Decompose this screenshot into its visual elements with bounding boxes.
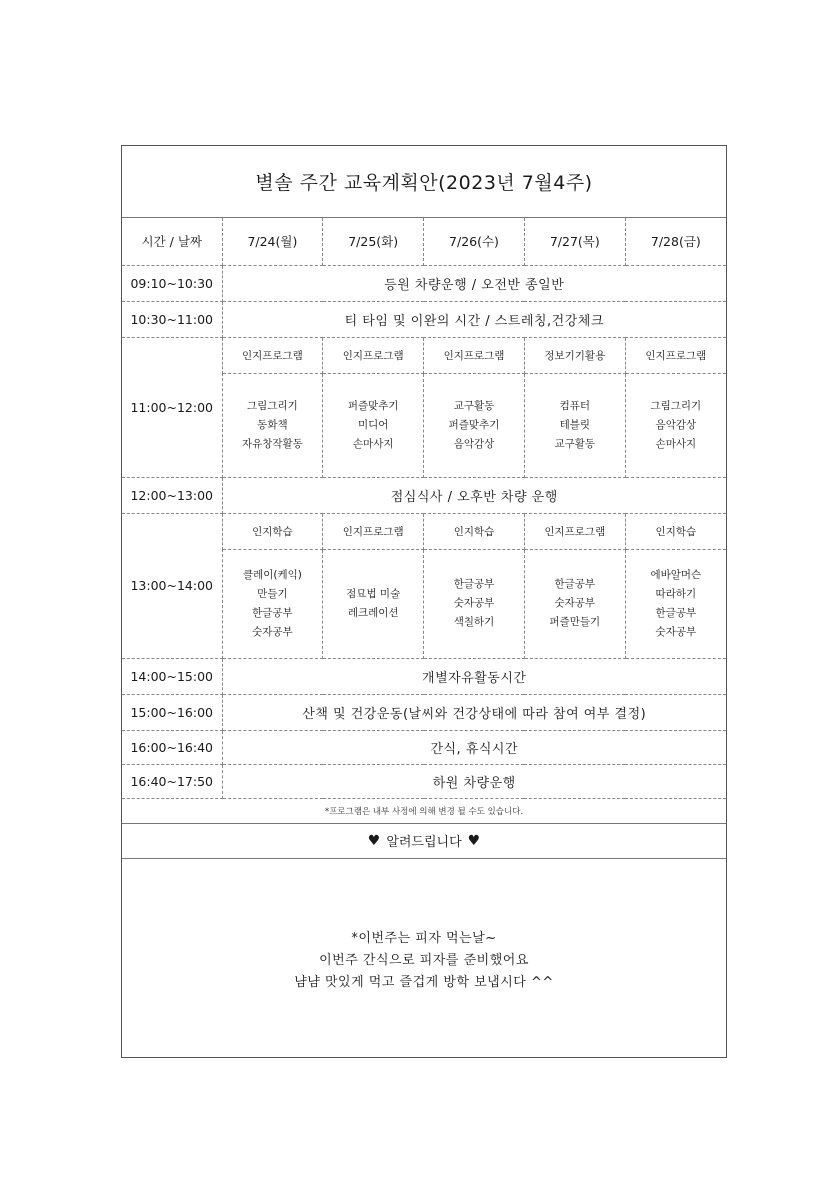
announcement-message [122, 928, 726, 994]
activity-item: 레크레이션 [347, 606, 399, 619]
category-cell: 인지학습 [625, 513, 726, 549]
heart-icon: ♥ [367, 832, 381, 849]
heart-icon: ♥ [467, 832, 481, 849]
activity-item: 그림그리기 [247, 399, 298, 412]
day-header: 7/24(월) [222, 218, 323, 265]
time-cell: 12:00~13:00 [122, 477, 222, 513]
category-cell: 인지학습 [222, 513, 323, 549]
activity-item: 음악감상 [453, 437, 495, 450]
activity-item: 그림그리기 [650, 399, 702, 412]
activity-list [625, 549, 726, 658]
activity-list [424, 549, 525, 658]
activity-list [323, 373, 424, 477]
time-cell: 10:30~11:00 [122, 301, 222, 337]
table-row [122, 301, 726, 337]
activity-item: 퍼즐맞추기 [347, 399, 399, 412]
time-cell: 14:00~15:00 [122, 658, 222, 694]
activity-list [222, 373, 323, 477]
message-line: *이번주는 피자 먹는날~ [351, 931, 497, 946]
activity-list [524, 549, 625, 658]
activity-item: 동화책 [257, 418, 288, 431]
activity-list [524, 373, 625, 477]
activity-item: 만들기 [257, 587, 288, 600]
category-cell: 인지프로그램 [424, 337, 525, 373]
activity-item: 음악감상 [655, 418, 697, 431]
activity-cell: 간식, 휴식시간 [222, 730, 726, 764]
activity-item: 색칠하기 [453, 616, 495, 628]
activity-item: 클레이(케익) [242, 568, 302, 581]
category-cell: 인지학습 [424, 513, 525, 549]
time-cell: 16:00~16:40 [122, 730, 222, 764]
category-cell: 인지프로그램 [524, 513, 625, 549]
table-row [122, 730, 726, 764]
announcement-heading [122, 824, 726, 859]
activity-item: 숫자공부 [554, 597, 596, 609]
schedule-table [122, 218, 726, 799]
activity-item: 컴퓨터 [559, 399, 590, 412]
activity-item: 테블릿 [559, 418, 590, 431]
table-row [122, 477, 726, 513]
time-cell: 16:40~17:50 [122, 764, 222, 798]
message-line: 이번주 간식으로 피자를 준비했어요 [319, 953, 529, 968]
time-cell: 09:10~10:30 [122, 265, 222, 301]
activity-item: 한글공부 [252, 606, 293, 619]
activity-list [222, 549, 323, 658]
activity-item: 퍼즐맞추기 [448, 418, 500, 431]
day-header: 7/27(목) [524, 218, 625, 265]
activity-item: 한글공부 [655, 606, 697, 619]
announcement-title: 알려드립니다 [386, 835, 462, 850]
activity-item: 숫자공부 [655, 625, 697, 638]
activity-item: 교구활동 [554, 437, 596, 450]
activity-item: 한글공부 [453, 578, 495, 590]
day-header: 7/26(수) [424, 218, 525, 265]
category-cell: 인지프로그램 [222, 337, 323, 373]
category-cell: 정보기기활용 [524, 337, 625, 373]
change-notice: *프로그램은 내부 사정에 의해 변경 될 수도 있습니다. [122, 799, 726, 824]
category-cell: 인지프로그램 [323, 513, 424, 549]
activity-item: 미디어 [357, 418, 389, 431]
time-cell: 15:00~16:00 [122, 694, 222, 730]
category-cell: 인지프로그램 [625, 337, 726, 373]
table-row [122, 764, 726, 798]
page-title: 별솔 주간 교육계획안(2023년 7월4주) [122, 146, 726, 218]
category-cell: 인지프로그램 [323, 337, 424, 373]
activity-item: 점묘법 미술 [346, 587, 401, 600]
table-header-row [122, 218, 726, 265]
table-row [122, 337, 726, 373]
schedule-sheet [121, 145, 727, 1058]
table-row [122, 658, 726, 694]
message-line: 냠냠 맛있게 먹고 즐겁게 방학 보냅시다 ^^ [294, 975, 554, 990]
table-row [122, 694, 726, 730]
time-cell: 13:00~14:00 [122, 513, 222, 658]
activity-cell: 하원 차량운행 [222, 764, 726, 798]
activity-cell: 티 타임 및 이완의 시간 / 스트레칭,건강체크 [222, 301, 726, 337]
activity-item: 숫자공부 [252, 625, 293, 638]
activity-item: 퍼즐만들기 [549, 616, 601, 628]
activity-item: 손마사지 [352, 437, 394, 450]
activity-list [323, 549, 424, 658]
activity-cell: 산책 및 건강운동(날씨와 건강상태에 따라 참여 여부 결정) [222, 694, 726, 730]
activity-item: 손마사지 [655, 437, 697, 450]
activity-item: 한글공부 [554, 578, 596, 590]
activity-cell: 점심식사 / 오후반 차량 운행 [222, 477, 726, 513]
activity-list [625, 373, 726, 477]
activity-item: 숫자공부 [453, 597, 495, 609]
table-row [122, 265, 726, 301]
day-header: 7/28(금) [625, 218, 726, 265]
activity-cell: 개별자유활동시간 [222, 658, 726, 694]
time-date-header: 시간 / 날짜 [122, 218, 222, 265]
table-row [122, 513, 726, 549]
activity-item: 자유창작활동 [241, 437, 303, 450]
activity-item: 교구활동 [453, 399, 495, 412]
time-cell: 11:00~12:00 [122, 337, 222, 477]
activity-list [424, 373, 525, 477]
day-header: 7/25(화) [323, 218, 424, 265]
activity-cell: 등원 차량운행 / 오전반 종일반 [222, 265, 726, 301]
activity-item: 에바알머슨 [650, 568, 702, 581]
activity-item: 따라하기 [655, 587, 697, 600]
